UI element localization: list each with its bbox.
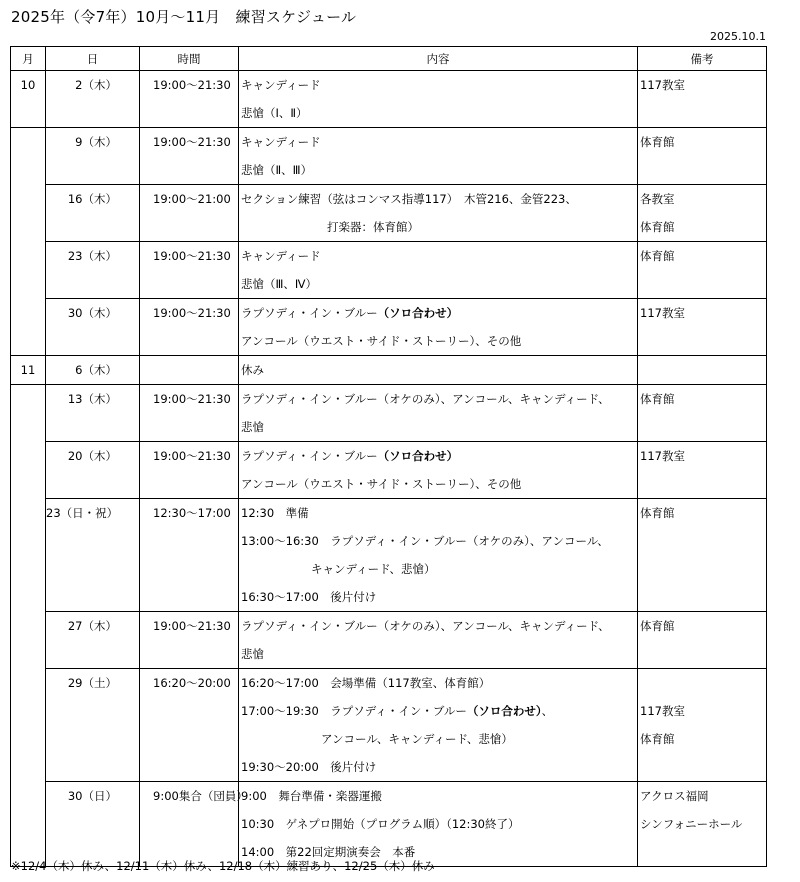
- day-cell: [46, 669, 140, 782]
- content-text: アンコール、キャンディード、悲愴）: [321, 732, 513, 746]
- content-text: 13:00～16:30 ラプソディ・イン・ブルー（オケのみ）、アンコール、: [241, 534, 609, 548]
- content-text: 悲愴: [241, 647, 264, 661]
- time-cell: [140, 499, 239, 612]
- time-cell: [140, 669, 239, 782]
- note-line: 体育館: [640, 392, 675, 406]
- note-line: 体育館: [640, 135, 675, 149]
- content-line: [239, 71, 637, 99]
- page-title: 2025年（令7年）10月～11月 練習スケジュール: [11, 8, 357, 26]
- day-cell: [46, 242, 140, 299]
- time-label: 12:30～17:00: [153, 506, 231, 520]
- note-line: 117教室: [640, 306, 685, 320]
- note-line: [638, 640, 766, 668]
- day-label: 13（木）: [67, 392, 117, 406]
- time-label: 19:00～21:30: [153, 78, 231, 92]
- day-cell: [46, 612, 140, 669]
- time-label: 19:00～21:30: [153, 249, 231, 263]
- month-cell: [11, 442, 46, 499]
- content-text: キャンディード、悲愴）: [311, 562, 436, 576]
- content-text: ラプソディ・イン・ブルー（オケのみ）、アンコール、キャンディード、: [241, 619, 610, 633]
- note-line: 117教室: [640, 78, 685, 92]
- time-cell: [140, 612, 239, 669]
- day-cell: [46, 128, 140, 185]
- month-cell: [11, 185, 46, 242]
- table-row: [11, 669, 767, 782]
- time-cell: [140, 299, 239, 356]
- content-line: [239, 270, 637, 298]
- note-line: [638, 270, 766, 298]
- content-line: [239, 99, 637, 127]
- time-label: 19:00～21:00: [153, 192, 231, 206]
- content-line: [239, 356, 637, 384]
- content-line: [239, 583, 637, 611]
- note-line: [638, 327, 766, 355]
- note-line: 各教室: [640, 192, 675, 206]
- month-cell: [11, 128, 46, 185]
- content-line: [239, 725, 637, 753]
- table-row: [11, 782, 767, 867]
- note-cell: [638, 612, 767, 669]
- content-cell: [239, 356, 638, 385]
- content-line: [239, 442, 637, 470]
- note-cell: [638, 669, 767, 782]
- month-cell: [11, 356, 46, 385]
- time-cell: [140, 782, 248, 867]
- note-line: [638, 356, 766, 384]
- header-content: 内容: [239, 47, 638, 71]
- content-cell: [239, 612, 638, 669]
- month-cell: [11, 612, 46, 669]
- content-text: 16:20～17:00 会場準備（117教室、体育館）: [241, 676, 491, 690]
- note-line: [638, 527, 766, 555]
- content-cell: [239, 71, 638, 128]
- issue-date: 2025.10.1: [710, 30, 766, 43]
- table-row: [11, 185, 767, 242]
- note-line: [638, 156, 766, 184]
- content-line: [239, 299, 637, 327]
- content-line: [239, 185, 637, 213]
- content-text: キャンディード: [241, 249, 321, 263]
- time-label: 19:00～21:30: [153, 135, 231, 149]
- content-text: 17:00～19:30 ラプソディ・イン・ブルー: [241, 704, 467, 718]
- content-text: 悲愴（Ⅰ、Ⅱ）: [241, 106, 308, 120]
- note-cell: [638, 128, 767, 185]
- note-line: 体育館: [640, 220, 675, 234]
- note-line: [638, 413, 766, 441]
- header-note: 備考: [638, 47, 767, 71]
- note-cell: [638, 499, 767, 612]
- time-cell: [140, 385, 239, 442]
- note-line: 117教室: [640, 704, 685, 718]
- note-line: [638, 555, 766, 583]
- note-line: 体育館: [640, 619, 675, 633]
- time-label: 16:20～20:00: [153, 676, 231, 690]
- day-label: 16（木）: [67, 192, 117, 206]
- content-line: [239, 156, 637, 184]
- content-text: ラプソディ・イン・ブルー: [241, 449, 378, 463]
- content-text: 悲愴（Ⅲ、Ⅳ）: [241, 277, 318, 291]
- note-cell: [638, 385, 767, 442]
- month-cell: [11, 385, 46, 442]
- month-label: 11: [20, 363, 36, 377]
- content-cell: [239, 128, 638, 185]
- content-cell: [239, 442, 638, 499]
- day-label: 6（木）: [75, 363, 117, 377]
- note-line: [638, 583, 766, 611]
- content-text: アンコール（ウエスト・サイド・ストーリー）、その他: [241, 477, 522, 491]
- content-text: 悲愴: [241, 420, 264, 434]
- month-cell: [11, 71, 46, 128]
- time-label: 19:00～21:30: [153, 449, 231, 463]
- note-cell: [638, 71, 767, 128]
- day-label: 20（木）: [67, 449, 117, 463]
- day-label: 29（土）: [67, 676, 117, 690]
- content-text: 16:30～17:00 後片付け: [241, 590, 377, 604]
- day-cell: [46, 71, 140, 128]
- note-line: アクロス福岡: [640, 789, 709, 803]
- content-cell: [239, 385, 638, 442]
- schedule-body: [11, 71, 767, 867]
- month-cell: [11, 499, 46, 612]
- note-line: 体育館: [640, 732, 675, 746]
- note-line: [638, 838, 766, 866]
- content-text: アンコール（ウエスト・サイド・ストーリー）、その他: [241, 334, 522, 348]
- content-text: 打楽器：体育館）: [327, 220, 419, 234]
- content-text: キャンディード: [241, 135, 321, 149]
- table-row: [11, 356, 767, 385]
- content-emphasis: （ソロ合わせ）: [377, 306, 459, 320]
- content-line: [239, 697, 637, 725]
- note-line: 体育館: [640, 506, 675, 520]
- time-cell: [140, 356, 239, 385]
- header-day: 日: [46, 47, 140, 71]
- content-text: 14:00 第22回定期演奏会 本番: [241, 845, 416, 859]
- content-cell: [239, 782, 638, 867]
- time-cell: [140, 242, 239, 299]
- content-line: [239, 612, 637, 640]
- content-cell: [239, 299, 638, 356]
- content-line: [239, 640, 637, 668]
- note-cell: [638, 242, 767, 299]
- content-line: [239, 669, 637, 697]
- header-time: 時間: [140, 47, 239, 71]
- table-row: [11, 612, 767, 669]
- content-line: [239, 413, 637, 441]
- content-emphasis: （ソロ合わせ）: [377, 449, 459, 463]
- content-text: 12:30 準備: [241, 506, 309, 520]
- day-label: 23（日・祝）: [46, 506, 119, 520]
- content-line: [239, 782, 637, 810]
- month-label: 10: [20, 78, 36, 92]
- content-line: [239, 213, 637, 241]
- content-cell: [239, 185, 638, 242]
- day-label: 30（木）: [67, 306, 117, 320]
- day-label: 2（木）: [75, 78, 117, 92]
- content-line: [239, 555, 637, 583]
- note-cell: [638, 356, 767, 385]
- content-text: 9:00 舞台準備・楽器運搬: [241, 789, 382, 803]
- content-line: [239, 810, 637, 838]
- table-row: [11, 71, 767, 128]
- day-cell: [46, 356, 140, 385]
- note-line: 体育館: [640, 249, 675, 263]
- time-cell: [140, 128, 239, 185]
- content-text: ラプソディ・イン・ブルー（オケのみ）、アンコール、キャンディード、: [241, 392, 610, 406]
- schedule-table: [10, 46, 767, 867]
- month-cell: [11, 669, 46, 782]
- note-cell: [638, 442, 767, 499]
- month-cell: [11, 242, 46, 299]
- note-line: [638, 669, 766, 697]
- day-cell: [46, 385, 140, 442]
- table-row: [11, 385, 767, 442]
- time-cell: [140, 442, 239, 499]
- time-label: [140, 356, 238, 384]
- content-emphasis: （ソロ合わせ）: [466, 704, 542, 718]
- content-text: 10:30 ゲネプロ開始（プログラム順）（12:30終了）: [241, 817, 520, 831]
- note-line: シンフォニーホール: [640, 817, 743, 831]
- time-cell: [140, 185, 239, 242]
- footnote: ※12/4（木）休み、12/11（木）休み、12/18（木）練習あり、12/25（木）休み: [11, 859, 435, 873]
- content-text: セクション練習（弦はコンマス指導117） 木管216、金管223、: [241, 192, 577, 206]
- note-cell: [638, 782, 767, 867]
- day-cell: [46, 299, 140, 356]
- time-label: 19:00～21:30: [153, 619, 231, 633]
- time-cell: [140, 71, 239, 128]
- content-line: [239, 242, 637, 270]
- time-label: 9:00集合（団員）: [153, 789, 248, 803]
- month-cell: [11, 782, 46, 867]
- table-row: [11, 442, 767, 499]
- header-row: [11, 47, 767, 71]
- day-cell: [46, 499, 140, 612]
- note-line: [638, 470, 766, 498]
- note-line: [638, 753, 766, 781]
- content-line: [239, 499, 637, 527]
- content-text: キャンディード: [241, 78, 321, 92]
- table-row: [11, 128, 767, 185]
- day-label: 9（木）: [75, 135, 117, 149]
- day-label: 23（木）: [67, 249, 117, 263]
- content-cell: [239, 499, 638, 612]
- content-line: [239, 527, 637, 555]
- table-row: [11, 499, 767, 612]
- content-text: 19:30～20:00 後片付け: [241, 760, 377, 774]
- content-line: [239, 470, 637, 498]
- note-cell: [638, 185, 767, 242]
- content-line: [239, 128, 637, 156]
- content-text: ラプソディ・イン・ブルー: [241, 306, 378, 320]
- table-row: [11, 299, 767, 356]
- content-cell: [239, 669, 638, 782]
- table-row: [11, 242, 767, 299]
- day-label: 30（日）: [67, 789, 117, 803]
- content-line: [239, 753, 637, 781]
- content-cell: [239, 242, 638, 299]
- time-label: 19:00～21:30: [153, 392, 231, 406]
- day-cell: [46, 442, 140, 499]
- day-cell: [46, 782, 140, 867]
- content-text: 悲愴（Ⅱ、Ⅲ）: [241, 163, 313, 177]
- content-suffix: 、: [541, 704, 554, 718]
- day-label: 27（木）: [67, 619, 117, 633]
- content-line: [239, 327, 637, 355]
- header-month: 月: [11, 47, 46, 71]
- content-line: [239, 385, 637, 413]
- time-label: 19:00～21:30: [153, 306, 231, 320]
- day-cell: [46, 185, 140, 242]
- note-cell: [638, 299, 767, 356]
- note-line: [638, 99, 766, 127]
- month-cell: [11, 299, 46, 356]
- content-text: 休み: [241, 363, 264, 377]
- note-line: 117教室: [640, 449, 685, 463]
